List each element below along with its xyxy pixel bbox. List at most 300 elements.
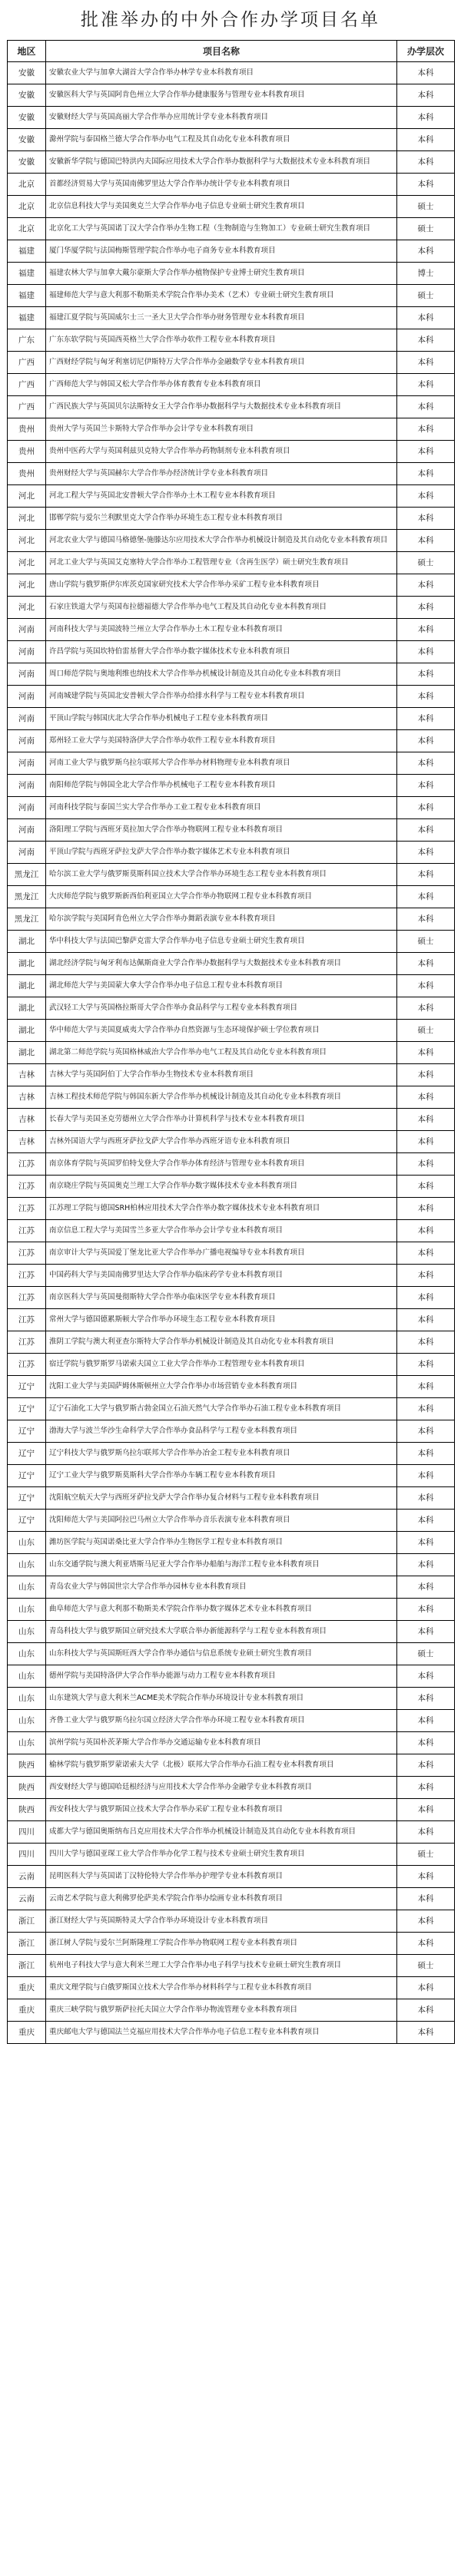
region-cell: 湖北 (8, 931, 46, 953)
level-cell: 本科 (397, 574, 455, 597)
level-cell: 本科 (397, 1465, 455, 1487)
program-name-cell: 沈阳师范大学与美国阿拉巴马州立大学合作举办音乐表演专业本科教育项目 (46, 1510, 397, 1532)
region-cell: 河北 (8, 597, 46, 619)
program-name-cell: 辽宁石油化工大学与俄罗斯古勃金国立石油天然气大学合作举办石油工程专业本科教育项目 (46, 1398, 397, 1420)
program-name-cell: 武汉轻工大学与英国格拉斯哥大学合作举办食品科学与工程专业本科教育项目 (46, 997, 397, 1020)
program-name-cell: 福建农林大学与加拿大戴尔豪斯大学合作举办植物保护专业博士研究生教育项目 (46, 263, 397, 285)
region-cell: 山东 (8, 1643, 46, 1665)
table-row (8, 396, 455, 418)
program-name-cell: 福建师范大学与意大利那不勒斯美术学院合作举办美术（艺术）专业硕士研究生教育项目 (46, 285, 397, 307)
program-name-cell: 平顶山学院与西班牙萨拉戈萨大学合作举办数字媒体艺术专业本科教育项目 (46, 842, 397, 864)
region-cell: 广西 (8, 374, 46, 396)
program-name-cell: 宿迁学院与俄罗斯罗马诺索夫国立工业大学合作举办工程管理专业本科教育项目 (46, 1354, 397, 1376)
program-name-cell: 平顶山学院与韩国庆北大学合作举办机械电子工程专业本科教育项目 (46, 708, 397, 730)
program-name-cell: 南京信息工程大学与美国雪兰多亚大学合作举办会计学专业本科教育项目 (46, 1220, 397, 1242)
level-cell: 本科 (397, 1710, 455, 1732)
level-cell: 本科 (397, 129, 455, 151)
program-name-cell: 河南工业大学与俄罗斯乌拉尔联邦大学合作举办材料物理专业本科教育项目 (46, 752, 397, 775)
table-row (8, 975, 455, 997)
region-cell: 河南 (8, 730, 46, 752)
program-name-cell: 北京化工大学与英国诺丁汉大学合作举办生物工程（生物制造与生物加工）专业硕士研究生教育项目 (46, 218, 397, 240)
program-name-cell: 许昌学院与英国坎特伯雷基督大学合作举办数字媒体技术专业本科教育项目 (46, 641, 397, 663)
level-cell: 本科 (397, 1554, 455, 1576)
level-cell: 本科 (397, 953, 455, 975)
table-row (8, 84, 455, 107)
program-name-cell: 安徽医科大学与英国阿肯色州立大学合作举办健康服务与管理专业本科教育项目 (46, 84, 397, 107)
table-row (8, 1331, 455, 1354)
program-name-cell: 重庆文理学院与白俄罗斯国立技术大学合作举办材料科学与工程专业本科教育项目 (46, 1977, 397, 1999)
table-row (8, 485, 455, 508)
level-cell: 本科 (397, 508, 455, 530)
level-cell: 本科 (397, 975, 455, 997)
program-name-cell: 北京信息科技大学与美国奥克兰大学合作举办电子信息专业硕士研究生教育项目 (46, 196, 397, 218)
level-cell: 本科 (397, 1331, 455, 1354)
region-cell: 浙江 (8, 1933, 46, 1955)
region-cell: 安徽 (8, 84, 46, 107)
table-row (8, 352, 455, 374)
level-cell: 本科 (397, 463, 455, 485)
program-table (7, 40, 455, 2044)
table-row (8, 997, 455, 1020)
level-cell: 本科 (397, 1064, 455, 1086)
region-cell: 辽宁 (8, 1398, 46, 1420)
table-row (8, 686, 455, 708)
level-cell: 本科 (397, 1999, 455, 2022)
table-row (8, 285, 455, 307)
region-cell: 四川 (8, 1844, 46, 1866)
program-name-cell: 云南艺术学院与意大利佛罗伦萨美术学院合作举办绘画专业本科教育项目 (46, 1888, 397, 1910)
region-cell: 安徽 (8, 107, 46, 129)
region-cell: 江苏 (8, 1265, 46, 1287)
table-row (8, 908, 455, 931)
program-name-cell: 渤海大学与波兰华沙生命科学大学合作举办食品科学与工程专业本科教育项目 (46, 1420, 397, 1443)
region-cell: 山东 (8, 1554, 46, 1576)
region-cell: 河南 (8, 752, 46, 775)
table-row (8, 2022, 455, 2044)
level-cell: 本科 (397, 1688, 455, 1710)
table-row (8, 1999, 455, 2022)
table-body (8, 62, 455, 2044)
program-name-cell: 南京体育学院与英国罗伯特戈登大学合作举办体育经济与管理专业本科教育项目 (46, 1153, 397, 1176)
region-cell: 江苏 (8, 1220, 46, 1242)
level-cell: 本科 (397, 1109, 455, 1131)
table-row (8, 1599, 455, 1621)
program-name-cell: 首都经济贸易大学与英国南佛罗里达大学合作举办统计学专业本科教育项目 (46, 174, 397, 196)
level-cell: 本科 (397, 908, 455, 931)
program-name-cell: 吉林工程技术师范学院与韩国东新大学合作举办机械设计制造及其自动化专业本科教育项目 (46, 1086, 397, 1109)
region-cell: 湖北 (8, 1020, 46, 1042)
table-row (8, 1888, 455, 1910)
level-cell: 本科 (397, 2022, 455, 2044)
level-cell: 本科 (397, 1042, 455, 1064)
table-row (8, 151, 455, 174)
table-row (8, 1532, 455, 1554)
header-region: 地区 (8, 41, 46, 62)
level-cell: 本科 (397, 1888, 455, 1910)
program-name-cell: 江苏理工学院与德国SRH柏林应用技术大学合作举办数字媒体技术专业本科教育项目 (46, 1198, 397, 1220)
program-name-cell: 重庆三峡学院与俄罗斯萨拉托夫国立大学合作举办物流管理专业本科教育项目 (46, 1999, 397, 2022)
region-cell: 云南 (8, 1888, 46, 1910)
program-name-cell: 哈尔滨工业大学与俄罗斯莫斯科国立技术大学合作举办环境生态工程专业本科教育项目 (46, 864, 397, 886)
region-cell: 北京 (8, 174, 46, 196)
program-name-cell: 广东东软学院与英国西英格兰大学合作举办软件工程专业本科教育项目 (46, 329, 397, 352)
region-cell: 贵州 (8, 441, 46, 463)
table-row (8, 641, 455, 663)
program-name-cell: 滨州学院与英国朴茨茅斯大学合作举办交通运输专业本科教育项目 (46, 1732, 397, 1754)
program-name-cell: 潍坊医学院与英国诺桑比亚大学合作举办生物医学工程专业本科教育项目 (46, 1532, 397, 1554)
region-cell: 广西 (8, 396, 46, 418)
program-name-cell: 山东建筑大学与意大利米兰ACME美术学院合作举办环境设计专业本科教育项目 (46, 1688, 397, 1710)
header-program-name: 项目名称 (46, 41, 397, 62)
program-name-cell: 河北工业大学与英国艾克塞特大学合作举办工程管理专业（含再生医学）硕士研究生教育项目 (46, 552, 397, 574)
level-cell: 本科 (397, 1176, 455, 1198)
region-cell: 重庆 (8, 1977, 46, 1999)
region-cell: 湖北 (8, 953, 46, 975)
table-row (8, 1665, 455, 1688)
program-name-cell: 安徽财经大学与英国高丽大学合作举办应用统计学专业本科教育项目 (46, 107, 397, 129)
region-cell: 广西 (8, 352, 46, 374)
table-row (8, 1487, 455, 1510)
level-cell: 本科 (397, 1376, 455, 1398)
table-row (8, 1176, 455, 1198)
region-cell: 河南 (8, 686, 46, 708)
table-row (8, 1754, 455, 1777)
level-cell: 本科 (397, 641, 455, 663)
program-name-cell: 广西财经学院与匈牙利塞切尼伊斯特万大学合作举办金融数学专业本科教育项目 (46, 352, 397, 374)
region-cell: 山东 (8, 1732, 46, 1754)
region-cell: 河南 (8, 619, 46, 641)
header-level: 办学层次 (397, 41, 455, 62)
program-name-cell: 沈阳航空航天大学与西班牙萨拉戈萨大学合作举办复合材料与工程专业本科教育项目 (46, 1487, 397, 1510)
program-name-cell: 吉林外国语大学与西班牙萨拉戈萨大学合作举办西班牙语专业本科教育项目 (46, 1131, 397, 1153)
level-cell: 本科 (397, 1309, 455, 1331)
table-row (8, 1220, 455, 1242)
table-row (8, 953, 455, 975)
table-row (8, 329, 455, 352)
region-cell: 山东 (8, 1599, 46, 1621)
level-cell: 硕士 (397, 1844, 455, 1866)
table-row (8, 1955, 455, 1977)
region-cell: 辽宁 (8, 1376, 46, 1398)
program-name-cell: 安徽新华学院与德国巴特洪内夫国际应用技术大学合作举办数据科学与大数据技术专业本科教育项目 (46, 151, 397, 174)
table-row (8, 1510, 455, 1532)
program-name-cell: 湖北经济学院与匈牙利布达佩斯商业大学合作举办数据科学与大数据技术专业本科教育项目 (46, 953, 397, 975)
table-row (8, 1086, 455, 1109)
region-cell: 江苏 (8, 1354, 46, 1376)
region-cell: 江苏 (8, 1309, 46, 1331)
table-row (8, 574, 455, 597)
region-cell: 安徽 (8, 151, 46, 174)
region-cell: 辽宁 (8, 1420, 46, 1443)
region-cell: 河北 (8, 552, 46, 574)
table-row (8, 530, 455, 552)
table-row (8, 1732, 455, 1754)
level-cell: 本科 (397, 418, 455, 441)
region-cell: 河北 (8, 508, 46, 530)
region-cell: 山东 (8, 1621, 46, 1643)
level-cell: 博士 (397, 263, 455, 285)
region-cell: 江苏 (8, 1331, 46, 1354)
table-row (8, 752, 455, 775)
level-cell: 本科 (397, 1821, 455, 1844)
program-name-cell: 河北农业大学与德国马格德堡-施滕达尔应用技术大学合作举办机械设计制造及其自动化专业本科教育项目 (46, 530, 397, 552)
level-cell: 本科 (397, 1487, 455, 1510)
region-cell: 贵州 (8, 463, 46, 485)
region-cell: 河南 (8, 797, 46, 819)
region-cell: 河南 (8, 775, 46, 797)
program-name-cell: 福建江夏学院与英国威尔士三一圣大卫大学合作举办财务管理专业本科教育项目 (46, 307, 397, 329)
region-cell: 河南 (8, 819, 46, 842)
program-name-cell: 广西师范大学与韩国又松大学合作举办体育教育专业本科教育项目 (46, 374, 397, 396)
region-cell: 浙江 (8, 1955, 46, 1977)
program-name-cell: 洛阳理工学院与西班牙莫拉加大学合作举办物联网工程专业本科教育项目 (46, 819, 397, 842)
level-cell: 本科 (397, 1777, 455, 1799)
program-name-cell: 周口师范学院与奥地利维也纳技术大学合作举办机械设计制造及其自动化专业本科教育项目 (46, 663, 397, 686)
region-cell: 重庆 (8, 1999, 46, 2022)
region-cell: 吉林 (8, 1086, 46, 1109)
table-row (8, 1443, 455, 1465)
table-row (8, 1844, 455, 1866)
level-cell: 本科 (397, 842, 455, 864)
region-cell: 江苏 (8, 1242, 46, 1265)
level-cell: 本科 (397, 1933, 455, 1955)
region-cell: 湖北 (8, 1042, 46, 1064)
region-cell: 吉林 (8, 1064, 46, 1086)
document-title: 批准举办的中外合作办学项目名单 (81, 10, 380, 30)
program-name-cell: 河北工程大学与英国北安普顿大学合作举办土木工程专业本科教育项目 (46, 485, 397, 508)
program-name-cell: 榆林学院与俄罗斯罗蒙诺索夫大学（北极）联邦大学合作举办石油工程专业本科教育项目 (46, 1754, 397, 1777)
region-cell: 河南 (8, 641, 46, 663)
table-row (8, 1354, 455, 1376)
table-row (8, 1265, 455, 1287)
region-cell: 河南 (8, 708, 46, 730)
level-cell: 本科 (397, 1242, 455, 1265)
table-row (8, 129, 455, 151)
level-cell: 本科 (397, 886, 455, 908)
table-row (8, 619, 455, 641)
table-row (8, 463, 455, 485)
level-cell: 本科 (397, 1354, 455, 1376)
level-cell: 本科 (397, 374, 455, 396)
table-row (8, 1042, 455, 1064)
level-cell: 本科 (397, 686, 455, 708)
region-cell: 云南 (8, 1866, 46, 1888)
level-cell: 本科 (397, 530, 455, 552)
program-name-cell: 河南科技学院与泰国兰实大学合作举办工业工程专业本科教育项目 (46, 797, 397, 819)
table-row (8, 1910, 455, 1933)
level-cell: 本科 (397, 151, 455, 174)
table-row (8, 307, 455, 329)
level-cell: 本科 (397, 619, 455, 641)
level-cell: 本科 (397, 240, 455, 263)
program-name-cell: 沈阳工业大学与美国萨姆休斯顿州立大学合作举办市场营销专业本科教育项目 (46, 1376, 397, 1398)
level-cell: 本科 (397, 1398, 455, 1420)
program-name-cell: 四川大学与德国亚琛工业大学合作举办化学工程与技术专业硕士研究生教育项目 (46, 1844, 397, 1866)
region-cell: 吉林 (8, 1109, 46, 1131)
region-cell: 河南 (8, 842, 46, 864)
program-name-cell: 青岛科技大学与俄罗斯国立研究技术大学联合举办新能源科学与工程专业本科教育项目 (46, 1621, 397, 1643)
table-row (8, 1554, 455, 1576)
program-name-cell: 青岛农业大学与韩国世宗大学合作举办园林专业本科教育项目 (46, 1576, 397, 1599)
level-cell: 本科 (397, 1599, 455, 1621)
program-name-cell: 大庆师范学院与俄罗斯新西伯利亚国立大学合作举办物联网工程专业本科教育项目 (46, 886, 397, 908)
table-row (8, 263, 455, 285)
program-name-cell: 齐鲁工业大学与俄罗斯乌拉尔国立经济大学合作举办环境工程专业本科教育项目 (46, 1710, 397, 1732)
level-cell: 本科 (397, 1576, 455, 1599)
region-cell: 北京 (8, 196, 46, 218)
table-row (8, 1777, 455, 1799)
level-cell: 本科 (397, 1153, 455, 1176)
region-cell: 山东 (8, 1688, 46, 1710)
region-cell: 河南 (8, 663, 46, 686)
program-name-cell: 山东科技大学与英国斯旺西大学合作举办通信与信息系统专业硕士研究生教育项目 (46, 1643, 397, 1665)
program-name-cell: 郑州轻工业大学与美国特洛伊大学合作举办软件工程专业本科教育项目 (46, 730, 397, 752)
program-name-cell: 曲阜师范大学与意大利那不勒斯美术学院合作举办数字媒体艺术专业本科教育项目 (46, 1599, 397, 1621)
table-row (8, 842, 455, 864)
region-cell: 河北 (8, 530, 46, 552)
program-name-cell: 吉林大学与英国阿伯丁大学合作举办生物技术专业本科教育项目 (46, 1064, 397, 1086)
region-cell: 浙江 (8, 1910, 46, 1933)
program-name-cell: 常州大学与德国德累斯顿大学合作举办环境生态工程专业本科教育项目 (46, 1309, 397, 1331)
table-row (8, 552, 455, 574)
table-row (8, 374, 455, 396)
table-row (8, 218, 455, 240)
table-row (8, 1799, 455, 1821)
level-cell: 本科 (397, 597, 455, 619)
table-row (8, 240, 455, 263)
table-row (8, 1131, 455, 1153)
region-cell: 黑龙江 (8, 864, 46, 886)
region-cell: 安徽 (8, 129, 46, 151)
level-cell: 本科 (397, 1732, 455, 1754)
region-cell: 北京 (8, 218, 46, 240)
table-row (8, 775, 455, 797)
region-cell: 黑龙江 (8, 908, 46, 931)
level-cell: 本科 (397, 107, 455, 129)
program-name-cell: 滁州学院与泰国格兰德大学合作举办电气工程及其自动化专业本科教育项目 (46, 129, 397, 151)
table-row (8, 1020, 455, 1042)
table-row (8, 1977, 455, 1999)
table-row (8, 663, 455, 686)
program-name-cell: 南京审计大学与英国爱丁堡龙比亚大学合作举办广播电视编导专业本科教育项目 (46, 1242, 397, 1265)
table-row (8, 1064, 455, 1086)
region-cell: 江苏 (8, 1198, 46, 1220)
table-row (8, 819, 455, 842)
program-name-cell: 南京医科大学与英国曼彻斯特大学合作举办临床医学专业本科教育项目 (46, 1287, 397, 1309)
program-name-cell: 昆明医科大学与英国诺丁汉特伦特大学合作举办护理学专业本科教育项目 (46, 1866, 397, 1888)
table-row (8, 1465, 455, 1487)
level-cell: 本科 (397, 1287, 455, 1309)
region-cell: 辽宁 (8, 1465, 46, 1487)
level-cell: 本科 (397, 441, 455, 463)
program-name-cell: 石家庄铁道大学与英国布拉德福德大学合作举办电气工程及其自动化专业本科教育项目 (46, 597, 397, 619)
level-cell: 本科 (397, 1086, 455, 1109)
program-name-cell: 西安财经大学与德国哈廷根经济与应用技术大学合作举办金融学专业本科教育项目 (46, 1777, 397, 1799)
table-row (8, 1688, 455, 1710)
program-name-cell: 中国药科大学与美国南佛罗里达大学合作举办临床药学专业本科教育项目 (46, 1265, 397, 1287)
table-row (8, 597, 455, 619)
program-name-cell: 湖北第二师范学院与英国格林威治大学合作举办电气工程及其自动化专业本科教育项目 (46, 1042, 397, 1064)
program-name-cell: 河南科技大学与美国波特兰州立大学合作举办土木工程专业本科教育项目 (46, 619, 397, 641)
program-name-cell: 西安科技大学与俄罗斯国立技术大学合作举办采矿工程专业本科教育项目 (46, 1799, 397, 1821)
region-cell: 湖北 (8, 997, 46, 1020)
level-cell: 硕士 (397, 1643, 455, 1665)
level-cell: 本科 (397, 730, 455, 752)
region-cell: 山东 (8, 1532, 46, 1554)
level-cell: 本科 (397, 997, 455, 1020)
table-row (8, 508, 455, 530)
level-cell: 本科 (397, 1799, 455, 1821)
region-cell: 陕西 (8, 1754, 46, 1777)
program-name-cell: 淮阴工学院与澳大利亚查尔斯特大学合作举办机械设计制造及其自动化专业本科教育项目 (46, 1331, 397, 1354)
table-row (8, 196, 455, 218)
level-cell: 本科 (397, 1198, 455, 1220)
level-cell: 本科 (397, 352, 455, 374)
table-row (8, 1710, 455, 1732)
program-name-cell: 南京晓庄学院与英国奥克兰理工大学合作举办数字媒体技术专业本科教育项目 (46, 1176, 397, 1198)
region-cell: 山东 (8, 1576, 46, 1599)
program-name-cell: 邯郸学院与爱尔兰利默里克大学合作举办环境生态工程专业本科教育项目 (46, 508, 397, 530)
region-cell: 安徽 (8, 62, 46, 84)
level-cell: 硕士 (397, 218, 455, 240)
region-cell: 江苏 (8, 1153, 46, 1176)
level-cell: 本科 (397, 1420, 455, 1443)
program-name-cell: 辽宁科技大学与俄罗斯乌拉尔联邦大学合作举办冶金工程专业本科教育项目 (46, 1443, 397, 1465)
table-row (8, 1420, 455, 1443)
level-cell: 本科 (397, 62, 455, 84)
level-cell: 硕士 (397, 285, 455, 307)
program-name-cell: 南阳师范学院与韩国全北大学合作举办机械电子工程专业本科教育项目 (46, 775, 397, 797)
region-cell: 辽宁 (8, 1443, 46, 1465)
level-cell: 本科 (397, 84, 455, 107)
table-row (8, 1287, 455, 1309)
program-name-cell: 哈尔滨学院与美国阿肯色州立大学合作举办舞蹈表演专业本科教育项目 (46, 908, 397, 931)
program-name-cell: 唐山学院与俄罗斯伊尔库茨克国家研究技术大学合作举办采矿工程专业本科教育项目 (46, 574, 397, 597)
level-cell: 本科 (397, 396, 455, 418)
table-row (8, 1933, 455, 1955)
level-cell: 本科 (397, 1910, 455, 1933)
table-header-row (8, 41, 455, 62)
level-cell: 本科 (397, 864, 455, 886)
program-name-cell: 德州学院与美国特洛伊大学合作举办能源与动力工程专业本科教育项目 (46, 1665, 397, 1688)
program-name-cell: 辽宁工业大学与俄罗斯莫斯科大学合作举办车辆工程专业本科教育项目 (46, 1465, 397, 1487)
level-cell: 本科 (397, 819, 455, 842)
program-name-cell: 贵州大学与英国兰卡斯特大学合作举办会计学专业本科教育项目 (46, 418, 397, 441)
table-row (8, 730, 455, 752)
level-cell: 本科 (397, 485, 455, 508)
table-row (8, 1309, 455, 1331)
program-name-cell: 浙江树人学院与爱尔兰阿斯隆理工学院合作举办物联网工程专业本科教育项目 (46, 1933, 397, 1955)
table-row (8, 174, 455, 196)
table-row (8, 1576, 455, 1599)
region-cell: 重庆 (8, 2022, 46, 2044)
region-cell: 福建 (8, 263, 46, 285)
program-name-cell: 贵州中医药大学与英国利兹贝克特大学合作举办药物制剂专业本科教育项目 (46, 441, 397, 463)
level-cell: 本科 (397, 1265, 455, 1287)
region-cell: 吉林 (8, 1131, 46, 1153)
region-cell: 陕西 (8, 1799, 46, 1821)
table-row (8, 1621, 455, 1643)
program-name-cell: 杭州电子科技大学与意大利米兰理工大学合作举办电子科学与技术专业硕士研究生教育项目 (46, 1955, 397, 1977)
level-cell: 本科 (397, 329, 455, 352)
level-cell: 硕士 (397, 1020, 455, 1042)
region-cell: 贵州 (8, 418, 46, 441)
region-cell: 四川 (8, 1821, 46, 1844)
level-cell: 本科 (397, 1754, 455, 1777)
level-cell: 本科 (397, 1665, 455, 1688)
table-row (8, 1376, 455, 1398)
table-row (8, 797, 455, 819)
